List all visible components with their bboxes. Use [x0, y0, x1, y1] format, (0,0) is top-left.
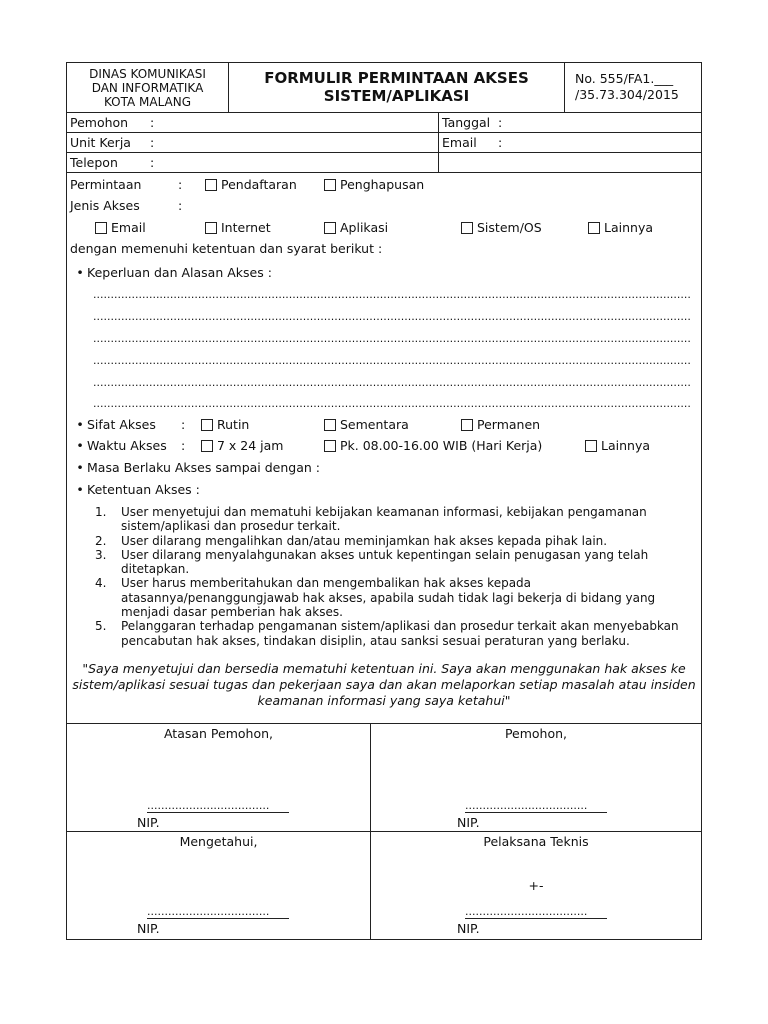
checkbox-box[interactable] — [588, 222, 600, 234]
checkbox-aplikasi[interactable]: Aplikasi — [324, 220, 388, 236]
signature-line[interactable]: ................................... — [465, 800, 607, 813]
checkbox-box[interactable] — [201, 419, 213, 431]
bullet-icon: • — [76, 460, 84, 475]
unit-kerja-field[interactable]: Unit Kerja : — [67, 133, 439, 153]
empty-cell — [439, 153, 701, 173]
sifat-akses-label: • Sifat Akses : — [73, 417, 185, 433]
list-item: 2. User dilarang mengalihkan dan/atau meminjamkan hak akses kepada pihak lain. — [95, 533, 608, 548]
jenis-akses-label: Jenis Akses : — [70, 198, 183, 213]
permintaan-label: Permintaan : — [70, 177, 183, 192]
checkbox-pendaftaran[interactable]: Pendaftaran — [205, 177, 297, 193]
list-item: 4. User harus memberitahukan dan mengembalikan hak akses kepada atasannya/penanggungjawab hak akses, apabila sudah tidak lagi bekerja di bidang yang menjadi dasar pemberian hak akses. — [95, 576, 656, 620]
statement-quote: "Saya menyetujui dan bersedia mematuhi ketentuan ini. Saya akan menggunakan hak akses ke sistem/aplikasi sesuai tugas dan pekerjaan saya dan akan melaporkan setiap masalah atau insiden keamanan informasi yang saya ketahui" — [72, 661, 696, 708]
document-number: No. 555/FA1.___ /35.73.304/2015 — [575, 71, 679, 102]
terms-list — [93, 505, 699, 648]
tanggal-field[interactable]: Tanggal : — [442, 115, 503, 130]
checkbox-lainnya[interactable]: Lainnya — [588, 220, 653, 236]
signature-line[interactable]: ................................... — [465, 906, 607, 919]
checkbox-penghapusan[interactable]: Penghapusan — [324, 177, 424, 193]
checkbox-rutin[interactable]: Rutin — [201, 417, 249, 433]
sign-mark: +- — [528, 878, 544, 893]
checkbox-box[interactable] — [201, 440, 213, 452]
organization-name: DINAS KOMUNIKASI DAN INFORMATIKA KOTA MALANG — [67, 63, 229, 113]
checkbox-box[interactable] — [205, 222, 217, 234]
signature-pemohon: Pemohon, ................................... NIP. — [371, 724, 701, 832]
checkbox-box[interactable] — [324, 440, 336, 452]
reason-line-1[interactable]: ........................................................................................................................................................................... — [93, 289, 691, 301]
signature-line[interactable]: ................................... — [147, 800, 289, 813]
signature-line[interactable]: ................................... — [147, 906, 289, 919]
row-unit-kerja — [67, 133, 701, 153]
checkbox-box[interactable] — [95, 222, 107, 234]
email-field[interactable]: Email : — [442, 135, 503, 150]
checkbox-box[interactable] — [205, 179, 217, 191]
row-telepon — [67, 153, 701, 173]
checkbox-sementara[interactable]: Sementara — [324, 417, 409, 433]
row-pemohon — [67, 113, 701, 133]
bullet-icon: • — [76, 417, 84, 432]
bullet-icon: • — [76, 438, 84, 453]
checkbox-24-7[interactable]: 7 x 24 jam — [201, 438, 284, 454]
pemohon-field[interactable]: Pemohon : — [67, 113, 439, 133]
list-item: 1. User menyetujui dan mematuhi kebijakan keamanan informasi, kebijakan pengamanan sistem/aplikasi dan prosedur terkait. — [95, 505, 647, 534]
signature-pelaksana-teknis: Pelaksana Teknis +- ................................... NIP. — [371, 832, 701, 940]
validity-label: • Masa Berlaku Akses sampai dengan : — [73, 460, 320, 476]
waktu-akses-label: • Waktu Akses : — [73, 438, 185, 454]
checkbox-internet[interactable]: Internet — [205, 220, 271, 236]
checkbox-permanen[interactable]: Permanen — [461, 417, 540, 433]
reason-label: • Keperluan dan Alasan Akses : — [73, 265, 272, 281]
telepon-field[interactable]: Telepon : — [67, 153, 439, 173]
checkbox-office-hours[interactable]: Pk. 08.00-16.00 WIB (Hari Kerja) — [324, 438, 542, 454]
checkbox-box[interactable] — [324, 179, 336, 191]
list-item: 5. Pelanggaran terhadap pengamanan sistem/aplikasi dan prosedur terkait akan menyebabkan pencabutan hak akses, tindakan disiplin, atau sanksi sesuai peraturan yang berlaku. — [95, 619, 679, 648]
checkbox-box[interactable] — [585, 440, 597, 452]
checkbox-sistem-os[interactable]: Sistem/OS — [461, 220, 542, 236]
checkbox-box[interactable] — [461, 222, 473, 234]
checkbox-box[interactable] — [324, 419, 336, 431]
bullet-icon: • — [76, 482, 84, 497]
checkbox-time-lainnya[interactable]: Lainnya — [585, 438, 650, 454]
signature-mengetahui: Mengetahui, ................................... NIP. — [67, 832, 370, 940]
access-request-form — [66, 62, 702, 940]
signature-atasan-pemohon: Atasan Pemohon, ................................... NIP. — [67, 724, 370, 832]
reason-line-3[interactable]: ........................................................................................................................................................................... — [93, 333, 691, 345]
reason-line-6[interactable]: ........................................................................................................................................................................... — [93, 398, 691, 410]
form-title: FORMULIR PERMINTAAN AKSES SISTEM/APLIKASI — [229, 63, 565, 113]
checkbox-box[interactable] — [324, 222, 336, 234]
reason-line-5[interactable]: ........................................................................................................................................................................... — [93, 377, 691, 389]
list-item: 3. User dilarang menyalahgunakan akses untuk kepentingan selain penugasan yang telah ditetapkan. — [95, 547, 649, 577]
reason-line-2[interactable]: ........................................................................................................................................................................... — [93, 311, 691, 323]
bullet-icon: • — [76, 265, 84, 280]
checkbox-email[interactable]: Email — [95, 220, 146, 236]
conditions-intro: dengan memenuhi ketentuan dan syarat berikut : — [70, 241, 383, 256]
reason-line-4[interactable]: ........................................................................................................................................................................... — [93, 355, 691, 367]
form-header — [67, 63, 701, 113]
terms-label: • Ketentuan Akses : — [73, 482, 200, 498]
checkbox-box[interactable] — [461, 419, 473, 431]
